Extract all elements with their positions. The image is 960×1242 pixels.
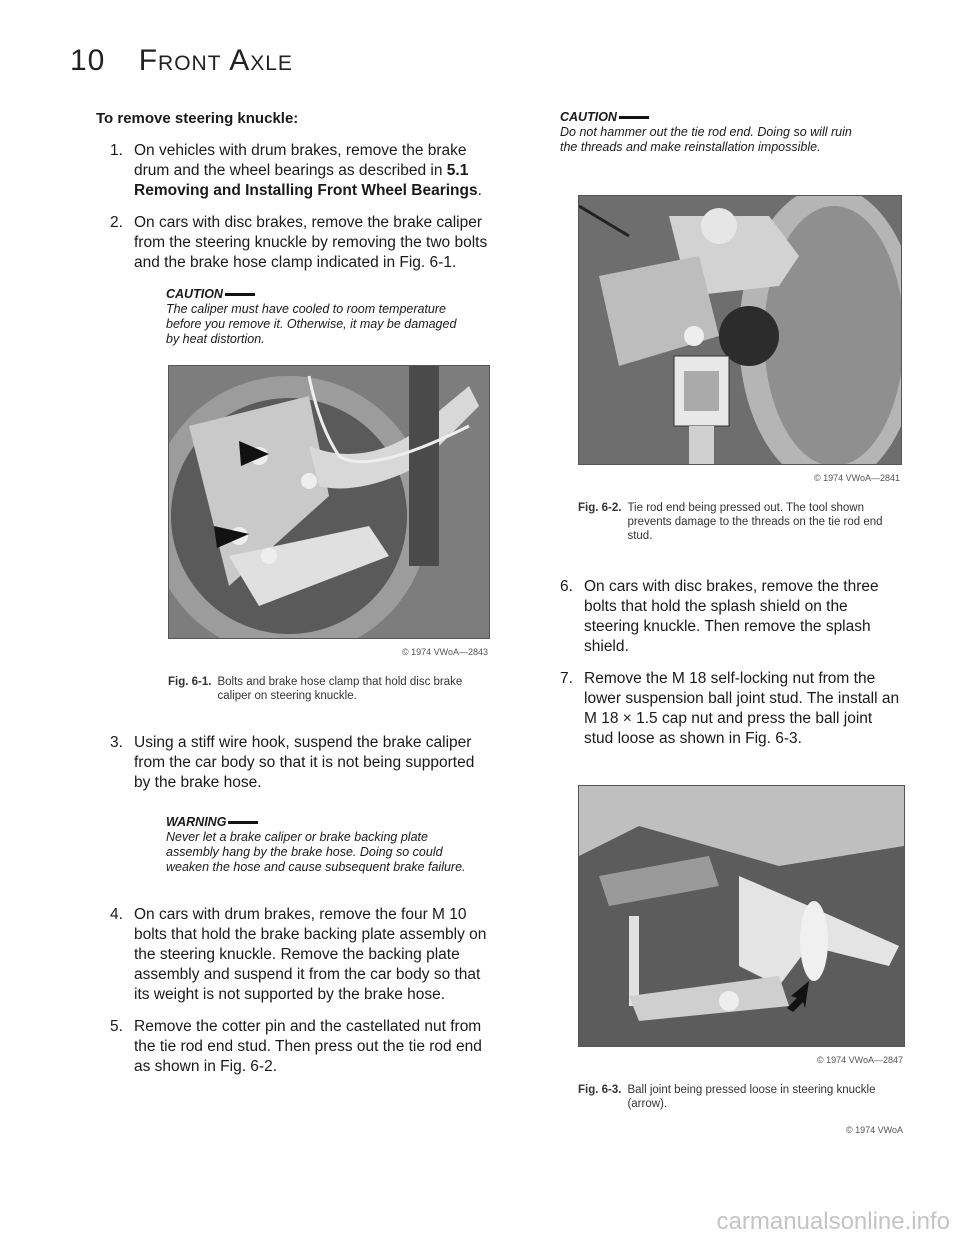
photo-credit: © 1974 VWoA—2841 (813, 473, 900, 483)
photo-tie-rod-press (578, 195, 902, 465)
step-6 (560, 577, 905, 657)
figure-caption (168, 675, 488, 703)
warning-label: WARNING (166, 815, 466, 830)
photo-ball-joint-press (578, 785, 905, 1047)
step-text: On cars with disc brakes, remove the brake caliper from the steering knuckle by removing the two bolts and the brake hose clamp indicated in Fig. 6-1. (134, 214, 488, 271)
step-4 (110, 905, 490, 1005)
caution-text: The caliper must have cooled to room temperature before you remove it. Otherwise, it may be damaged by heat distortion. (166, 302, 457, 346)
figure-6-1 (168, 365, 488, 703)
caution-note (166, 287, 466, 347)
chapter-title: Front Axle (138, 44, 293, 77)
caution-label: CAUTION (560, 110, 860, 125)
step-3 (110, 733, 490, 793)
step-text-part: On vehicles with drum brakes, remove the brake drum and the wheel bearings as described in (134, 142, 467, 179)
step-number: 1. (110, 142, 123, 159)
photo-credit: © 1974 VWoA—2847 (816, 1055, 903, 1065)
step-1 (110, 141, 490, 201)
step-text: Using a stiff wire hook, suspend the brake caliper from the car body so that it is not being supported by the brake hose. (134, 734, 475, 791)
caution-label: CAUTION (166, 287, 466, 302)
step-2 (110, 213, 490, 273)
figure-caption (578, 501, 900, 543)
warning-text: Never let a brake caliper or brake backing plate assembly hang by the brake hose. Doing so could weaken the hose and cause subsequent brake failure. (166, 830, 466, 874)
step-text: On cars with disc brakes, remove the three bolts that hold the splash shield on the steering knuckle. Then remove the splash shield. (584, 578, 879, 655)
step-number: 7. (560, 670, 573, 687)
figure-6-3 (578, 785, 903, 1135)
step-number: 4. (110, 906, 123, 923)
step-number: 5. (110, 1018, 123, 1035)
step-number: 2. (110, 214, 123, 231)
step-5 (110, 1017, 490, 1077)
step-7 (560, 669, 905, 749)
caption-text: Bolts and brake hose clamp that hold disc brake caliper on steering knuckle. (217, 676, 463, 702)
step-text: On cars with drum brakes, remove the four M 10 bolts that hold the brake backing plate assembly on the steering knuckle. Remove the backing plate assembly and suspend it from the car body so that its weight is not supported by the brake hose. (134, 906, 487, 1003)
photo-credit: © 1974 VWoA—2843 (401, 647, 488, 657)
caption-text: Tie rod end being pressed out. The tool shown prevents damage to the threads on the tie rod end stud. (627, 502, 883, 542)
figure-label: Fig. 6-3. (578, 1084, 622, 1096)
figure-caption (578, 1083, 903, 1111)
figure-6-2 (578, 195, 900, 543)
step-number: 6. (560, 578, 573, 595)
section-subheading: To remove steering knuckle: (96, 110, 299, 127)
caption-text: Ball joint being pressed loose in steering knuckle (arrow). (627, 1084, 876, 1110)
watermark: carmanualsonline.info (716, 1208, 950, 1235)
cross-reference: 5.1 Removing and Installing Front Wheel Bearings (134, 162, 478, 199)
left-column (96, 110, 490, 1089)
step-text: Remove the M 18 self-locking nut from the lower suspension ball joint stud. The install an M 18 × 1.5 cap nut and press the ball joint stud loose as shown in Fig. 6-3. (584, 670, 900, 747)
step-text: Remove the cotter pin and the castellated nut from the tie rod end stud. Then press out the tie rod end as shown in Fig. 6-2. (134, 1018, 482, 1075)
warning-note (166, 815, 466, 875)
caution-note (560, 110, 860, 155)
step-text (134, 141, 490, 201)
caution-text: Do not hammer out the tie rod end. Doing so will ruin the threads and make reinstallation impossible. (560, 125, 852, 154)
step-text-part: . (477, 182, 482, 199)
footer-credit: © 1974 VWoA (846, 1125, 903, 1135)
right-column (560, 110, 905, 1135)
page-number: 10 (70, 44, 106, 77)
figure-label: Fig. 6-2. (578, 502, 622, 514)
figure-label: Fig. 6-1. (168, 676, 212, 688)
page-header (70, 44, 293, 78)
step-number: 3. (110, 734, 123, 751)
photo-brake-caliper (168, 365, 490, 639)
